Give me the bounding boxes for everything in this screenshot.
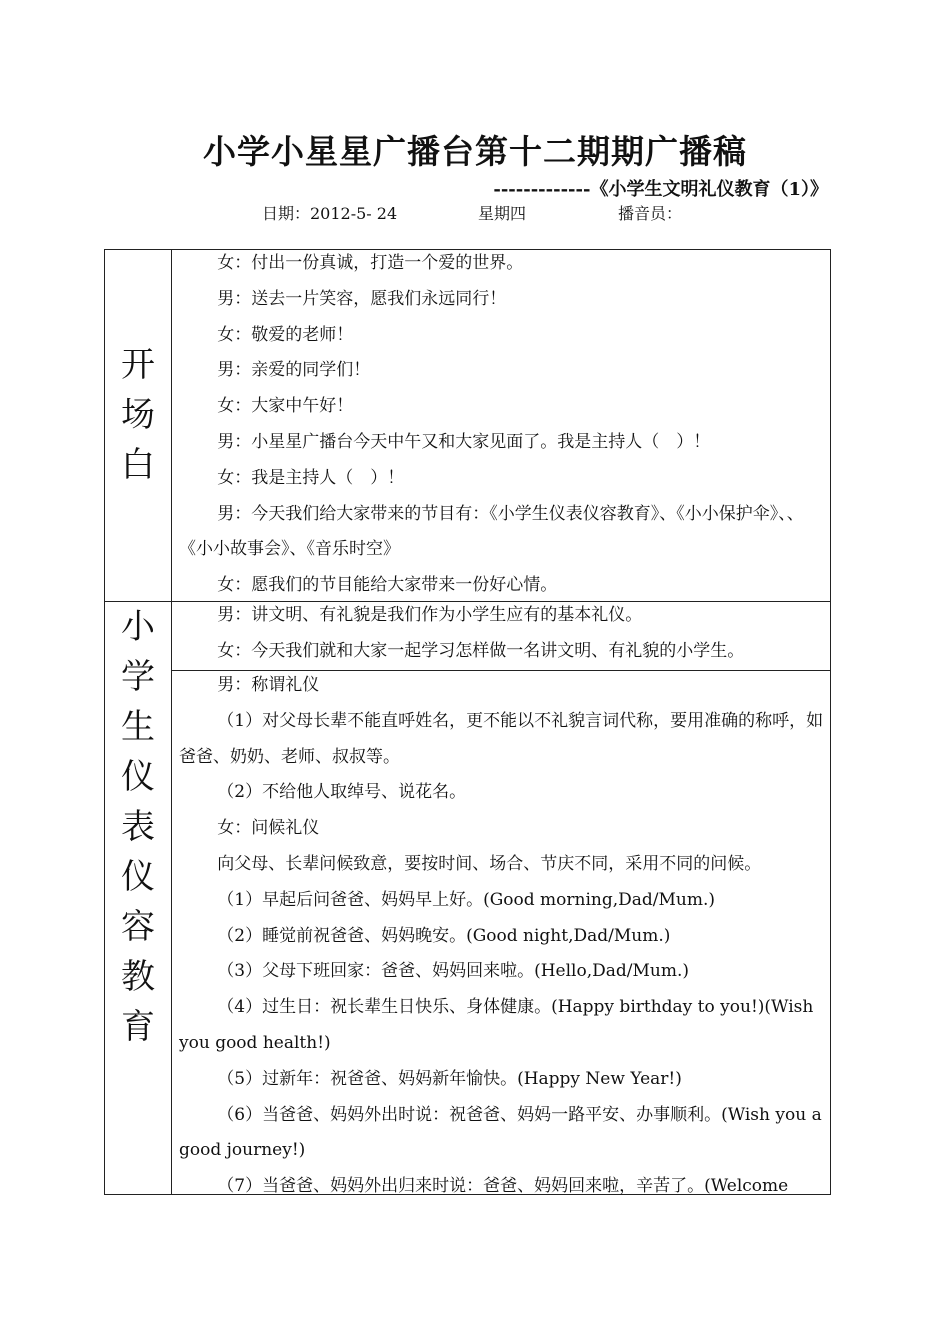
script-line: （2）睡觉前祝爸爸、妈妈晚安。(Good night,Dad/Mum.) [217, 925, 671, 946]
weekday-field: 星期四 [478, 204, 527, 223]
script-line: 女：问候礼仪 [217, 818, 320, 839]
opening-content [179, 246, 825, 604]
date-field: 日期：2012-5- 24 [262, 204, 398, 223]
script-line: 女：愿我们的节目能给大家带来一份好心情。 [217, 575, 558, 596]
script-line: 女：今天我们就和大家一起学习怎样做一名讲文明、有礼貌的小学生。 [217, 640, 745, 661]
label-char: 教 [121, 957, 155, 997]
script-line: 男：称谓礼仪 [217, 675, 320, 695]
script-line: 男：今天我们给大家带来的节目有：《小学生仪表仪容教育》、《小小保护伞》、、《小小故事会》、《音乐时空》 [179, 503, 804, 560]
etiquette-intro [179, 598, 825, 670]
page-subtitle: -------------《小学生文明礼仪教育（1）》 [493, 179, 828, 200]
label-char: 仪 [121, 757, 155, 797]
label-char: 仪 [121, 857, 155, 897]
broadcast-table [104, 249, 831, 1195]
script-line: 男：送去一片笑容，愿我们永远同行！ [217, 288, 507, 309]
label-char: 场 [121, 395, 155, 435]
script-line: 男：讲文明、有礼貌是我们作为小学生应有的基本礼仪。 [217, 605, 643, 625]
script-line: （6）当爸爸、妈妈外出时说：祝爸爸、妈妈一路平安、办事顺利。(Wish you a good journey!) [179, 1104, 822, 1161]
script-line: （3）父母下班回家：爸爸、妈妈回来啦。(Hello,Dad/Mum.) [217, 961, 689, 982]
script-line: （1）对父母长辈不能直呼姓名，更不能以不礼貌言词代称，要用准确的称呼，如爸爸、奶奶、老师、叔叔等。 [179, 710, 824, 767]
label-char: 表 [121, 807, 155, 847]
label-char: 小 [121, 607, 155, 647]
label-char: 容 [121, 907, 155, 947]
script-line: （4）过生日：祝长辈生日快乐、身体健康。(Happy birthday to you!)(Wish you good health!) [179, 997, 814, 1053]
column-divider [171, 250, 172, 1194]
etiquette-content [179, 668, 825, 1205]
script-line: （2）不给他人取绰号、说花名。 [217, 782, 467, 803]
label-char: 白 [121, 445, 155, 485]
script-line: （7）当爸爸、妈妈外出归来时说：爸爸、妈妈回来啦，辛苦了。(Welcome [217, 1176, 789, 1197]
script-line: 向父母、长辈问候致意，要按时间、场合、节庆不同，采用不同的问候。 [217, 853, 762, 874]
script-line: 男：小星星广播台今天中午又和大家见面了。我是主持人（ ）！ [217, 431, 711, 452]
section-label-etiquette [105, 602, 171, 1052]
section-label-opening [105, 340, 171, 490]
announcer-field: 播音员： [618, 204, 683, 223]
script-line: 女：大家中午好！ [217, 396, 354, 417]
label-char: 育 [121, 1007, 155, 1047]
script-line: （1）早起后问爸爸、妈妈早上好。(Good morning,Dad/Mum.) [217, 889, 716, 910]
script-line: （5）过新年：祝爸爸、妈妈新年愉快。(Happy New Year!) [217, 1068, 682, 1089]
script-line: 女：付出一份真诚，打造一个爱的世界。 [217, 253, 524, 273]
script-line: 女：我是主持人（ ）！ [217, 467, 405, 488]
label-char: 开 [121, 345, 155, 385]
script-line: 男：亲爱的同学们！ [217, 360, 371, 381]
page-title: 小学小星星广播台第十二期期广播稿 [203, 132, 747, 171]
label-char: 生 [121, 707, 155, 747]
label-char: 学 [121, 657, 155, 697]
script-line: 女：敬爱的老师！ [217, 324, 354, 345]
